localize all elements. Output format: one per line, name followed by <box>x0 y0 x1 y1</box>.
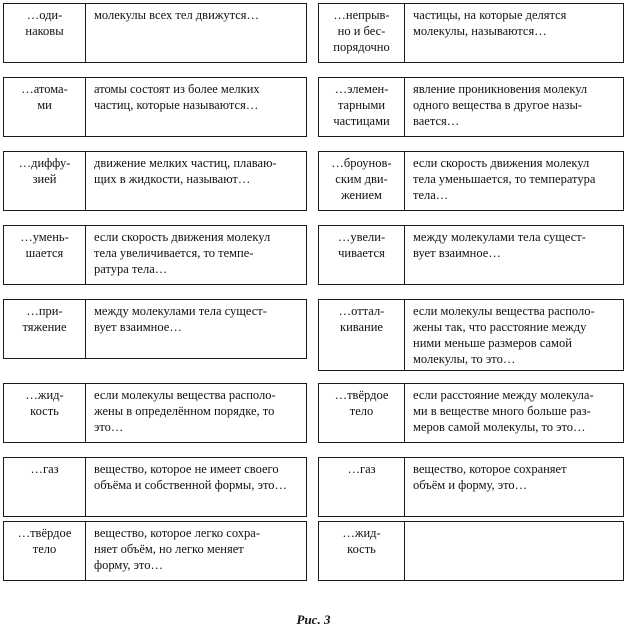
card-definition: атомы состоят из более мелких частиц, которые называются… <box>94 82 260 112</box>
card-definition: если молекулы вещества располо- жены так, что расстояние между ними меньше размеров самой молекулы, то это… <box>413 304 595 366</box>
card-term: …газ <box>4 458 86 516</box>
card-right-1[interactable] <box>318 3 624 63</box>
card-term: …умень- шается <box>4 226 86 284</box>
card-definition: молекулы всех тел движутся… <box>94 8 260 22</box>
card-right-3[interactable] <box>318 151 624 211</box>
card-term: …твёрдое тело <box>319 384 405 442</box>
card-left-4[interactable] <box>3 225 307 285</box>
card-definition: если расстояние между молекула- ми в веществе много больше раз- меров самой молекулы, то это… <box>413 388 594 434</box>
card-definition: вещество, которое легко сохра- няет объём, но легко меняет форму, это… <box>94 526 261 572</box>
card-left-5[interactable] <box>3 299 307 359</box>
card-right-6[interactable] <box>318 383 624 443</box>
card-right-2[interactable] <box>318 77 624 137</box>
card-term: …броунов- ским дви- жением <box>319 152 405 210</box>
card-term: …увели- чивается <box>319 226 405 284</box>
card-right-5[interactable] <box>318 299 624 371</box>
card-term: …атома- ми <box>4 78 86 136</box>
card-term: …оттал- кивание <box>319 300 405 370</box>
card-definition: вещество, которое сохраняет объём и форму, это… <box>413 462 567 492</box>
card-definition: между молекулами тела сущест- вует взаимное… <box>94 304 267 334</box>
card-right-4[interactable] <box>318 225 624 285</box>
card-definition: движение мелких частиц, плаваю- щих в жидкости, называют… <box>94 156 277 186</box>
card-definition: частицы, на которые делятся молекулы, называются… <box>413 8 567 38</box>
card-left-1[interactable] <box>3 3 307 63</box>
card-left-6[interactable] <box>3 383 307 443</box>
card-term: …при- тяжение <box>4 300 86 358</box>
card-definition <box>405 522 623 580</box>
card-left-8[interactable] <box>3 521 307 581</box>
card-term: …газ <box>319 458 405 516</box>
card-definition: если молекулы вещества располо- жены в определённом порядке, то это… <box>94 388 276 434</box>
card-definition: если скорость движения молекул тела уменьшается, то температура тела… <box>413 156 596 202</box>
card-term: …жид- кость <box>319 522 405 580</box>
card-right-7[interactable] <box>318 457 624 517</box>
card-left-7[interactable] <box>3 457 307 517</box>
card-term: …жид- кость <box>4 384 86 442</box>
card-term: …диффу- зией <box>4 152 86 210</box>
card-right-8[interactable] <box>318 521 624 581</box>
card-definition: вещество, которое не имеет своего объёма и собственной формы, это… <box>94 462 287 492</box>
card-term: …твёрдое тело <box>4 522 86 580</box>
card-term: …непрыв- но и бес- порядочно <box>319 4 405 62</box>
card-definition: явление проникновения молекул одного вещества в другое назы- вается… <box>413 82 588 128</box>
card-term: …элемен- тарными частицами <box>319 78 405 136</box>
card-definition: между молекулами тела сущест- вует взаимное… <box>413 230 586 260</box>
figure-caption: Рис. 3 <box>296 612 331 627</box>
card-definition: если скорость движения молекул тела увеличивается, то темпе- ратура тела… <box>94 230 271 276</box>
card-term: …оди- наковы <box>4 4 86 62</box>
card-left-3[interactable] <box>3 151 307 211</box>
card-left-2[interactable] <box>3 77 307 137</box>
